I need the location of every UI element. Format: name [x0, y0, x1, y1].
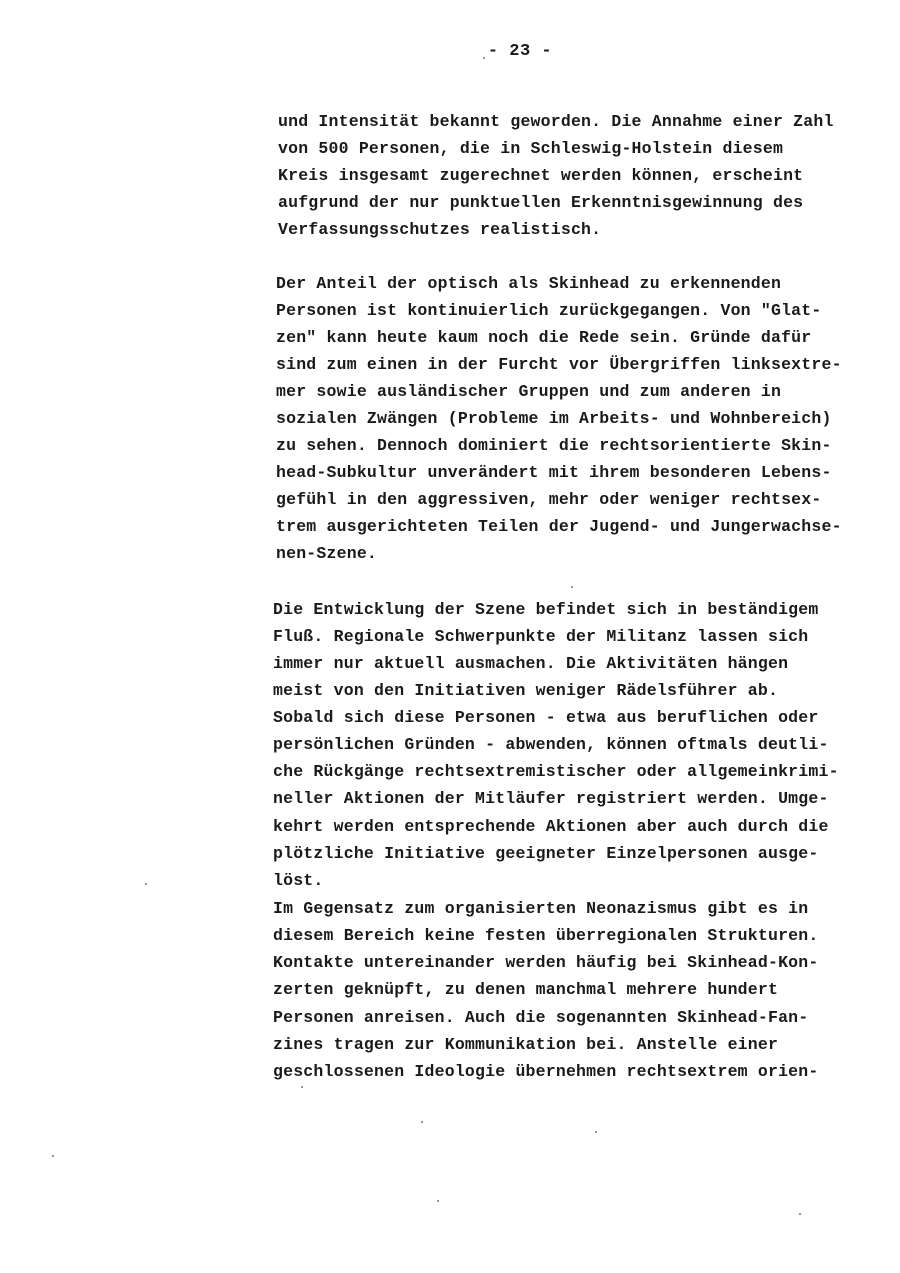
text-line: meist von den Initiativen weniger Rädelsführer ab. — [273, 681, 779, 700]
text-line: Personen ist kontinuierlich zurückgegangen. Von "Glat- — [276, 301, 822, 320]
scan-speck — [437, 1200, 439, 1202]
text-line: sind zum einen in der Furcht vor Übergriffen linksextre- — [276, 355, 842, 374]
text-line: che Rückgänge rechtsextremistischer oder allgemeinkrimi- — [273, 762, 839, 781]
scan-speck — [799, 1213, 801, 1215]
text-line: nen-Szene. — [276, 544, 378, 563]
text-line: Verfassungsschutzes realistisch. — [278, 220, 602, 239]
text-line: kehrt werden entsprechende Aktionen aber auch durch die — [273, 817, 829, 836]
text-line: head-Subkultur unverändert mit ihrem besonderen Lebens- — [276, 463, 832, 482]
text-line: und Intensität bekannt geworden. Die Annahme einer Zahl — [278, 112, 834, 131]
text-line: zerten geknüpft, zu denen manchmal mehrere hundert — [273, 980, 779, 999]
text-line: mer sowie ausländischer Gruppen und zum anderen in — [276, 382, 782, 401]
text-line: zu sehen. Dennoch dominiert die rechtsorientierte Skin- — [276, 436, 832, 455]
text-line: sozialen Zwängen (Probleme im Arbeits- und Wohnbereich) — [276, 409, 832, 428]
text-line: Der Anteil der optisch als Skinhead zu erkennenden — [276, 274, 782, 293]
scan-speck — [52, 1155, 54, 1157]
text-line: neller Aktionen der Mitläufer registriert werden. Umge- — [273, 789, 829, 808]
text-line: persönlichen Gründen - abwenden, können oftmals deutli- — [273, 735, 829, 754]
scan-speck — [301, 1086, 303, 1088]
text-line: Kreis insgesamt zugerechnet werden können, erscheint — [278, 166, 804, 185]
text-line: geschlossenen Ideologie übernehmen rechtsextrem orien- — [273, 1062, 819, 1081]
text-line: von 500 Personen, die in Schleswig-Holstein diesem — [278, 139, 784, 158]
scan-speck — [571, 586, 573, 588]
text-line: diesem Bereich keine festen überregionalen Strukturen. — [273, 926, 819, 945]
text-line: gefühl in den aggressiven, mehr oder weniger rechtsex- — [276, 490, 822, 509]
page-number: - 23 - — [487, 42, 553, 61]
text-line: Kontakte untereinander werden häufig bei Skinhead-Kon- — [273, 953, 819, 972]
text-line: Sobald sich diese Personen - etwa aus beruflichen oder — [273, 708, 819, 727]
text-line: zen" kann heute kaum noch die Rede sein. Gründe dafür — [276, 328, 812, 347]
text-line: immer nur aktuell ausmachen. Die Aktivitäten hängen — [273, 654, 789, 673]
text-line: löst. — [273, 871, 324, 890]
scan-speck — [145, 883, 147, 885]
text-line: plötzliche Initiative geeigneter Einzelpersonen ausge- — [273, 844, 819, 863]
text-line: trem ausgerichteten Teilen der Jugend- und Jungerwachse- — [276, 517, 842, 536]
scan-speck — [595, 1131, 597, 1133]
scan-speck — [483, 57, 485, 59]
text-line: aufgrund der nur punktuellen Erkenntnisgewinnung des — [278, 193, 804, 212]
scan-speck — [421, 1121, 423, 1123]
text-line: Im Gegensatz zum organisierten Neonazismus gibt es in — [273, 899, 809, 918]
text-line: Die Entwicklung der Szene befindet sich in beständigem — [273, 600, 819, 619]
text-line: zines tragen zur Kommunikation bei. Anstelle einer — [273, 1035, 779, 1054]
text-line: Fluß. Regionale Schwerpunkte der Militanz lassen sich — [273, 627, 809, 646]
text-line: Personen anreisen. Auch die sogenannten Skinhead-Fan- — [273, 1008, 809, 1027]
